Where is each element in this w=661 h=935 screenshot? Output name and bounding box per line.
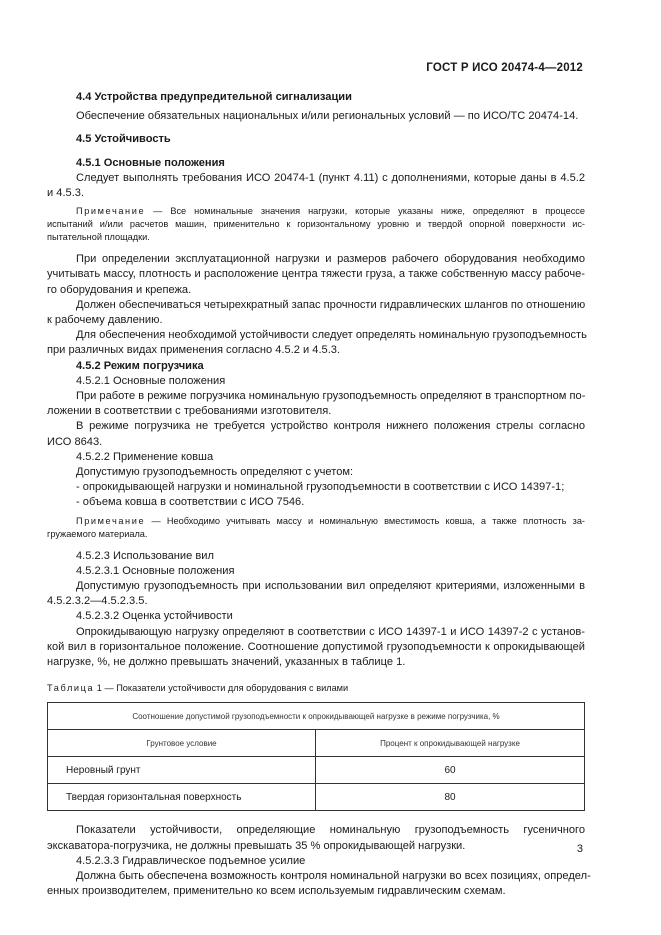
paragraph-line: При определении эксплуатационной нагрузки и размеров рабочего оборудования необходимо [76, 253, 585, 266]
table-label: Таблица [47, 683, 95, 694]
paragraph-line: Для обеспечения необходимой устойчивости следует определять номинальную грузоподъемность [76, 329, 587, 342]
paragraph-line: Допустимую грузоподъемность определяют с учетом: [76, 466, 354, 479]
section-4-5-2-3-3-title: 4.5.2.3.3 Гидравлическое подъемное усилие [76, 854, 306, 867]
paragraph-line: к рабочему давлению. [47, 314, 163, 327]
paragraph-line: Опрокидывающую нагрузку определяют в соответствии с ИСО 14397-1 и ИСО 14397-2 с установ- [76, 625, 585, 638]
table-cell: Неровный грунт [48, 757, 316, 784]
paragraph-line: учитывать массу, плотность и расположение центра тяжести груза, а также собственную массу рабоче- [47, 268, 585, 281]
paragraph-line: Допустимую грузоподъемность при использовании вил определяют критериями, изложенными в [76, 580, 585, 593]
section-4-5-title: 4.5 Устойчивость [76, 133, 171, 146]
list-item: - объема ковша в соответствии с ИСО 7546. [76, 496, 305, 509]
table-row [48, 757, 585, 784]
note-line: Примечание — Все номинальные значения нагрузки, которые указаны ниже, определяют в процессе [76, 206, 585, 217]
paragraph-line: енных производителем, применительно ко всем используемым гидравлическим схемам. [47, 885, 506, 898]
stability-table [47, 702, 585, 811]
section-4-5-2-3-2-title: 4.5.2.3.2 Оценка устойчивости [76, 610, 233, 623]
paragraph-line: и 4.5.3. [47, 187, 85, 200]
section-4-5-2-2-title: 4.5.2.2 Применение ковша [76, 450, 214, 463]
section-4-5-2-3-title: 4.5.2.3 Использование вил [76, 549, 214, 562]
page-number: 3 [576, 843, 583, 855]
section-4-5-1-title: 4.5.1 Основные положения [76, 156, 225, 169]
note-label: Примечание [76, 206, 146, 217]
page-body [47, 90, 591, 899]
note-line: пытательной площадки. [47, 232, 150, 243]
paragraph-line: при различных видах применения согласно 4.5.2 и 4.5.3. [47, 344, 341, 357]
table-cell: Твердая горизонтальная поверхность [48, 784, 316, 811]
table-cell: 60 [316, 757, 585, 784]
section-4-4-title: 4.4 Устройства предупредительной сигнализации [76, 91, 352, 103]
section-4-5-2-3-1-title: 4.5.2.3.1 Основные положения [76, 564, 235, 577]
table-top-header: Соотношение допустимой грузоподъемности к опрокидывающей нагрузке в режиме погрузчика, % [48, 703, 585, 730]
table-row [48, 784, 585, 811]
paragraph-line: Должен обеспечиваться четырехкратный запас прочности гидравлических шлангов по отношению [76, 298, 586, 311]
paragraph-line: ложении в соответствии с требованиями изготовителя. [47, 405, 332, 418]
paragraph-line: 4.5.2.3.2—4.5.2.3.5. [47, 595, 148, 608]
note-line: гружаемого материала. [47, 528, 148, 539]
note-label: Примечание [76, 515, 146, 526]
list-item: - опрокидывающей нагрузки и номинальной грузоподъемности в соответствии с ИСО 14397-1; [76, 481, 565, 494]
paragraph-line: экскаватора-погрузчика, не должны превышать 35 % опрокидывающей нагрузки. [47, 839, 466, 852]
paragraph-line: В режиме погрузчика не требуется устройство контроля нижнего положения стрелы согласно [76, 420, 585, 433]
paragraph-line: нагрузке, %, не должно превышать значений, указанных в таблице 1. [47, 656, 406, 669]
document-id-header: ГОСТ Р ИСО 20474-4—2012 [426, 62, 583, 74]
paragraph-line: го оборудования и крепежа. [47, 283, 192, 296]
paragraph-line: Следует выполнять требования ИСО 20474-1 (пункт 4.11) с дополнениями, которые даны в 4.5.2 [76, 171, 585, 184]
table-caption: Таблица 1 — Показатели устойчивости для оборудования с вилами [47, 683, 349, 694]
table-col-header: Грунтовое условие [48, 730, 316, 757]
section-4-5-2-1-title: 4.5.2.1 Основные положения [76, 374, 226, 387]
note-line: Примечание — Необходимо учитывать массу и номинальную вместимость ковша, а также плотность за- [76, 515, 585, 526]
paragraph-line: кой вил в горизонтальное положение. Соотношение допустимой грузоподъемности к опрокидывающей [47, 640, 585, 653]
paragraph-line: При работе в режиме погрузчика номинальную грузоподъемность определяют в транспортном по- [76, 390, 586, 403]
table-col-header: Процент к опрокидывающей нагрузке [316, 730, 585, 757]
paragraph-line: ИСО 8643. [47, 435, 103, 448]
table-cell: 80 [316, 784, 585, 811]
paragraph-line: Должна быть обеспечена возможность контроля номинальной нагрузки во всех позициях, определ- [76, 869, 591, 882]
section-4-5-2-title: 4.5.2 Режим погрузчика [76, 359, 204, 372]
note-line: испытаний и/или расчетов машин, применительно к горизонтальному уровню и твердой опорной поверхности ис- [47, 219, 585, 230]
paragraph-line: Показатели устойчивости, определяющие номинальную грузоподъемность гусеничного [76, 824, 585, 837]
paragraph: Обеспечение обязательных национальных и/или региональных условий — по ИСО/ТС 20474-14. [76, 110, 579, 123]
